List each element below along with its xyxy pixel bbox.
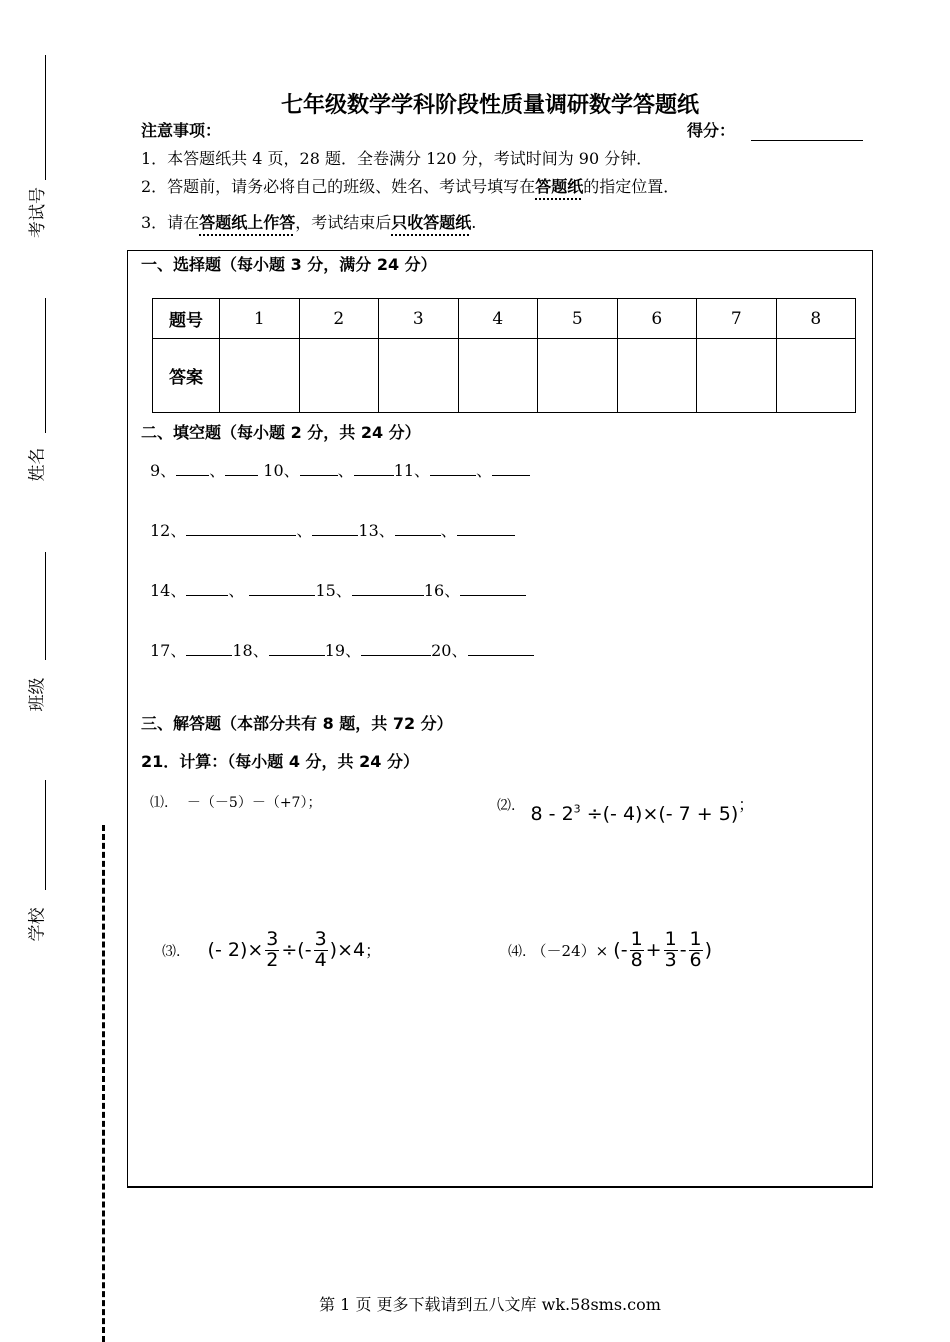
q14-blank-1[interactable] (186, 579, 228, 596)
question-21-heading: 21．计算：（每小题 4 分，共 24 分） (141, 752, 419, 771)
notice-item-3-end: . (471, 213, 477, 232)
q16-label: 16、 (423, 581, 461, 600)
q18-label: 18、 (232, 641, 269, 660)
fraction-numerator: 1 (664, 928, 677, 950)
notice-item-2-emphasis: 答题纸 (535, 177, 584, 196)
q15-label: 15、 (315, 581, 352, 600)
fill-row-12-13 (150, 518, 515, 541)
problem-2-expr-b: ÷(- 4)×(- 7 + 5) (580, 803, 739, 825)
school-label: 学校 (27, 907, 48, 942)
page-footer: 第 1 页 更多下载请到五八文库 wk.58sms.com (319, 1295, 661, 1314)
q19-label: 19、 (324, 641, 362, 660)
table-row-numbers (153, 299, 856, 339)
separator: 、 (440, 521, 457, 540)
problem-4-close: ) (704, 938, 713, 961)
answer-cell[interactable] (617, 339, 697, 413)
problem-2-expression (531, 803, 739, 825)
problem-1-expression: －（－5）－（+7）； (186, 795, 322, 811)
fraction-denominator: 6 (689, 948, 702, 971)
answer-cell[interactable] (538, 339, 618, 413)
problem-4-part-a: （－24）× (531, 941, 609, 960)
problem-1 (150, 792, 321, 812)
answer-cell[interactable] (776, 339, 856, 413)
table-cell-number: 1 (220, 299, 300, 339)
notice-item-2-end: 的指定位置． (583, 177, 680, 196)
answer-cell[interactable] (697, 339, 777, 413)
answer-label: 答案 (153, 339, 220, 413)
problem-4-label: ⑷. (508, 943, 527, 960)
section-2-heading: 二、填空题（每小题 2 分，共 24 分） (141, 423, 421, 442)
answer-cell[interactable] (220, 339, 300, 413)
fill-row-9-11 (150, 458, 530, 481)
notice-item-1: 1．本答题纸共 4 页，28 题．全卷满分 120 分，考试时间为 90 分钟． (141, 149, 653, 168)
problem-4-minus: - (679, 938, 687, 961)
notice-item-3-emphasis-1: 答题纸上作答 (199, 213, 296, 232)
q13-label: 13、 (358, 521, 395, 540)
problem-4-plus: + (645, 938, 662, 961)
answer-cell[interactable] (379, 339, 459, 413)
score-field (687, 118, 863, 141)
problem-2-label: ⑵. (497, 798, 516, 814)
class-label: 班级 (27, 677, 48, 712)
table-cell-number: 2 (299, 299, 379, 339)
q17-label: 17、 (150, 641, 187, 660)
q9-label: 9、 (150, 461, 177, 480)
q10-blank-1[interactable] (300, 459, 338, 476)
page-title: 七年级数学学科阶段性质量调研数学答题纸 (280, 93, 699, 118)
q12-blank-2[interactable] (312, 519, 358, 536)
problem-4-fraction-2 (664, 930, 678, 971)
problem-2-exponent: 3 (573, 802, 581, 816)
problem-4-expression (613, 928, 713, 971)
binding-cut-line (102, 825, 105, 1342)
notice-item-3-middle: ，考试结束后 (295, 213, 392, 232)
q14-label: 14、 (150, 581, 187, 600)
q9-blank-2[interactable] (225, 459, 258, 476)
table-cell-number: 5 (538, 299, 618, 339)
problem-3-label: ⑶. (162, 943, 181, 960)
question-number-label: 题号 (153, 299, 220, 339)
notice-item-2-text: 2．答题前，请务必将自己的班级、姓名、考试号填写在 (141, 177, 536, 196)
problem-2-end: ； (738, 795, 755, 814)
fraction-numerator: 1 (689, 928, 702, 950)
table-cell-number: 4 (458, 299, 538, 339)
fill-row-17-20 (150, 638, 534, 661)
answer-cell[interactable] (458, 339, 538, 413)
q20-blank[interactable] (468, 639, 534, 656)
school-line (45, 780, 46, 890)
separator: 、 (209, 461, 226, 480)
notice-label: 注意事项： (141, 121, 222, 140)
problem-4-fraction-3 (689, 930, 703, 971)
separator: 、 (337, 461, 354, 480)
problem-3-fraction-2 (314, 930, 328, 971)
notice-item-2 (141, 174, 679, 197)
table-cell-number: 7 (697, 299, 777, 339)
fraction-numerator: 3 (266, 928, 279, 950)
section-1-heading: 一、选择题（每小题 3 分，满分 24 分） (141, 255, 437, 274)
score-blank (751, 124, 863, 141)
q17-blank[interactable] (186, 639, 232, 656)
notice-item-3 (141, 210, 476, 233)
fraction-denominator: 8 (630, 948, 643, 971)
table-cell-number: 8 (776, 299, 856, 339)
problem-3-fraction-1 (265, 930, 279, 971)
table-row-answers (153, 339, 856, 413)
q14-blank-2[interactable] (249, 579, 315, 596)
problem-4 (508, 930, 712, 971)
problem-4-open: (- (613, 938, 628, 961)
q18-blank[interactable] (269, 639, 325, 656)
table-cell-number: 3 (379, 299, 459, 339)
problem-4-fraction-1 (630, 930, 644, 971)
problem-3-part-c: )×4 (329, 938, 366, 961)
q15-blank[interactable] (352, 579, 424, 596)
q11-label: 11、 (393, 461, 431, 480)
q10-blank-2[interactable] (354, 459, 394, 476)
class-line (45, 552, 46, 660)
problem-2-expr-a: 8 - 2 (530, 803, 574, 825)
fraction-numerator: 1 (630, 928, 643, 950)
q13-blank-1[interactable] (395, 519, 441, 536)
q13-blank-2[interactable] (457, 519, 515, 536)
score-label: 得分： (687, 121, 736, 140)
q20-label: 20、 (431, 641, 468, 660)
q19-blank[interactable] (361, 639, 431, 656)
q11-blank-1[interactable] (430, 459, 476, 476)
problem-2 (497, 792, 755, 825)
notice-item-3-text: 3．请在 (141, 213, 200, 232)
separator: 、 (296, 521, 313, 540)
problem-3-part-a: (- 2)× (207, 938, 264, 961)
q10-label: 10、 (263, 461, 300, 480)
table-cell-number: 6 (617, 299, 697, 339)
fill-row-14-16 (150, 578, 526, 601)
fraction-numerator: 3 (314, 928, 327, 950)
problem-3-part-b: ÷(- (281, 938, 312, 961)
name-line (45, 298, 46, 433)
q16-blank[interactable] (460, 579, 526, 596)
problem-1-label: ⑴. (150, 795, 169, 811)
notice-item-3-emphasis-2: 只收答题纸 (391, 213, 472, 232)
problem-3-expression (207, 928, 366, 971)
fraction-denominator: 4 (314, 948, 327, 971)
q12-blank-1[interactable] (186, 519, 296, 536)
fraction-denominator: 3 (664, 948, 677, 971)
exam-no-label: 考试号 (28, 187, 48, 238)
name-label: 姓名 (27, 447, 48, 482)
q12-label: 12、 (150, 521, 187, 540)
answer-cell[interactable] (299, 339, 379, 413)
choice-answer-table (152, 298, 856, 413)
separator: 、 (228, 581, 245, 600)
section-3-heading: 三、解答题（本部分共有 8 题，共 72 分） (141, 714, 453, 733)
problem-3-end: ； (365, 940, 382, 960)
problem-3 (162, 930, 381, 971)
fraction-denominator: 2 (266, 948, 279, 971)
q9-blank-1[interactable] (176, 459, 209, 476)
separator: 、 (476, 461, 493, 480)
q11-blank-2[interactable] (492, 459, 530, 476)
